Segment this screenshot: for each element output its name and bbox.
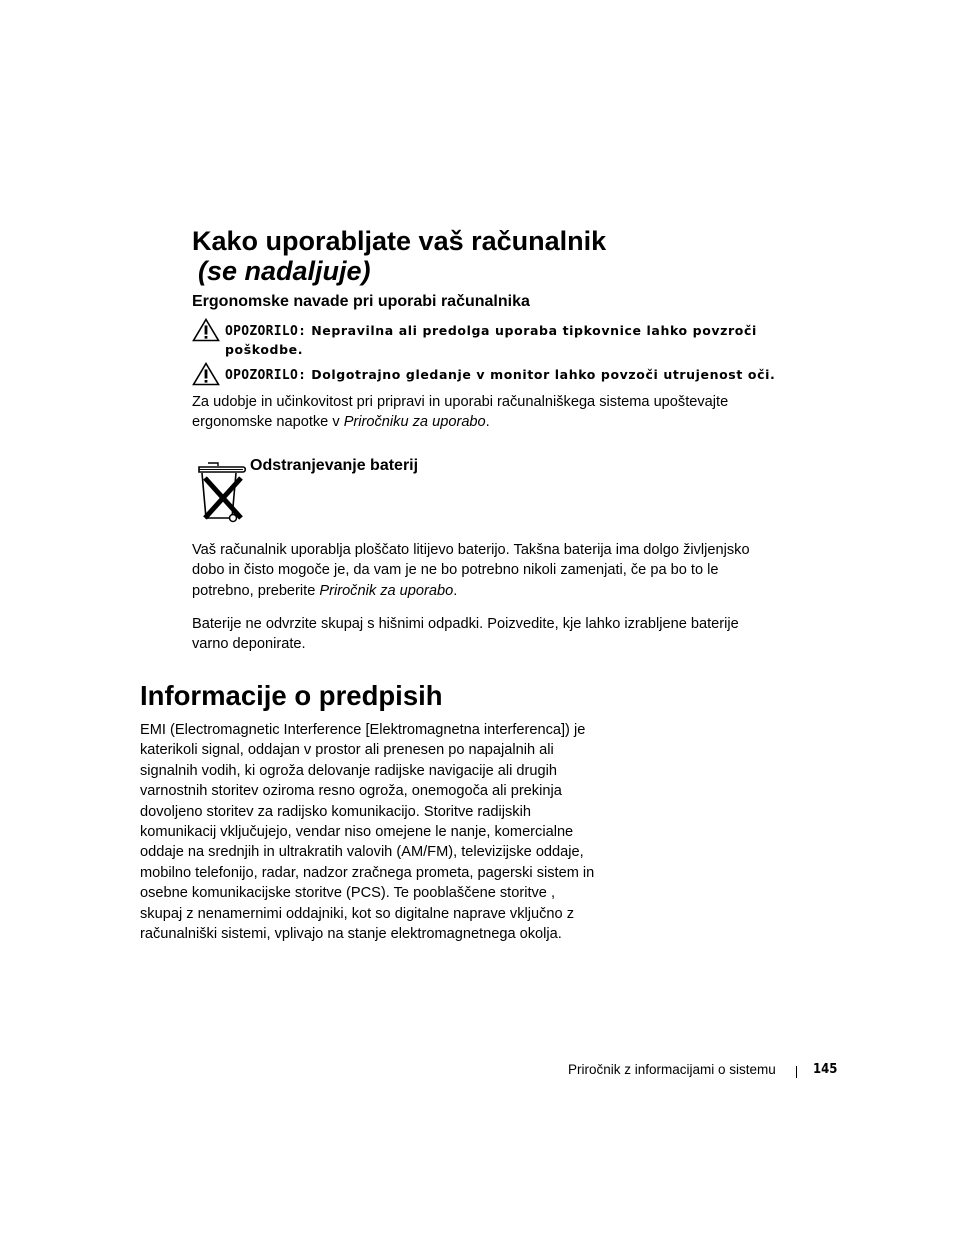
battery-p2-line-2: varno deponirate.	[192, 636, 306, 653]
section-title-regulatory: Informacije o predpisih	[140, 680, 443, 711]
battery-heading: Odstranjevanje baterij	[250, 457, 419, 474]
emi-line: oddaje na srednjih in ultrakratih valovih (AM/FM), televizijske oddaje,	[140, 844, 584, 861]
footer-title: Priročnik z informacijami o sistemu	[568, 1062, 776, 1077]
warning-1-text-cont: poškodbe.	[225, 342, 304, 357]
title-continued: (se nadaljuje)	[198, 256, 371, 286]
footer-separator	[796, 1066, 797, 1078]
emi-line: osebne komunikacijske storitve (PCS). Te pooblaščene storitve ,	[140, 885, 556, 902]
emi-line: EMI (Electromagnetic Interference [Elektromagnetna interferenca]) je	[140, 722, 586, 738]
warning-1-label: OPOZORILO:	[225, 324, 307, 339]
emi-line: signalnih vodih, ki ogroža delovanje radijske navigacije ali drugih	[140, 762, 557, 779]
battery-paragraph-1	[192, 540, 750, 601]
title-main: Kako uporabljate vaš računalnik	[192, 226, 607, 256]
warning-2-text: Dolgotrajno gledanje v monitor lahko povzoči utrujenost oči.	[306, 367, 776, 382]
warning-2	[225, 366, 775, 385]
page-number: 145	[813, 1062, 838, 1077]
ergonomics-line-2: ergonomske napotke v	[192, 414, 344, 431]
ergonomics-paragraph	[192, 392, 728, 433]
section-subtitle: Ergonomske navade pri uporabi računalnika	[192, 293, 530, 310]
page-title	[192, 226, 606, 286]
battery-p1-line-3: potrebno, preberite	[192, 582, 320, 599]
battery-p1-line-1: Vaš računalnik uporablja ploščato litijevo baterijo. Takšna baterija ima dolgo življenjsko	[192, 542, 750, 558]
battery-p1-line-2: dobo in čisto mogoče je, da vam je ne bo potrebno nikoli zamenjati, če pa bo to le	[192, 562, 719, 579]
crossed-bin-icon	[196, 460, 248, 526]
warning-1	[225, 322, 757, 359]
battery-manual-reference: Priročnik za uporabo	[319, 582, 454, 599]
warning-triangle-icon	[192, 362, 220, 386]
emi-line: skupaj z nenamernimi oddajniki, kot so digitalne naprave vključno z	[140, 905, 574, 922]
ergonomics-line-2-end: .	[485, 414, 490, 431]
emi-line: mobilno telefonijo, radar, nadzor zračnega prometa, pagerski sistem in	[140, 864, 595, 881]
emi-line: komunikacij vključujejo, vendar niso omejene le nanje, komercialne	[140, 824, 574, 841]
ergonomics-line-1: Za udobje in učinkovitost pri pripravi in uporabi računalniškega sistema upoštevajte	[192, 394, 729, 410]
warning-triangle-icon	[192, 318, 220, 342]
battery-p2-line-1: Baterije ne odvrzite skupaj s hišnimi odpadki. Poizvedite, kje lahko izrabljene baterije	[192, 616, 739, 632]
emi-line: dovoljeno storitev za radijsko komunikacijo. Storitve radijskih	[140, 803, 531, 820]
emi-line: katerikoli signal, oddajan v prostor ali prenesen po napajalnih ali	[140, 742, 554, 759]
emi-line: varnostnih storitev oziroma resno ogroža, onemogoča ali prekinja	[140, 783, 562, 800]
battery-p1-line-3-end: .	[453, 582, 458, 599]
manual-reference: Priročniku za uporabo	[343, 414, 486, 431]
warning-2-label: OPOZORILO:	[225, 368, 307, 383]
emi-line: računalniški sistemi, vplivajo na stanje elektromagnetnega okolja.	[140, 926, 562, 943]
battery-paragraph-2	[192, 614, 739, 655]
warning-1-text: Nepravilna ali predolga uporaba tipkovnice lahko povzroči	[306, 323, 757, 338]
emi-paragraph	[140, 720, 594, 944]
